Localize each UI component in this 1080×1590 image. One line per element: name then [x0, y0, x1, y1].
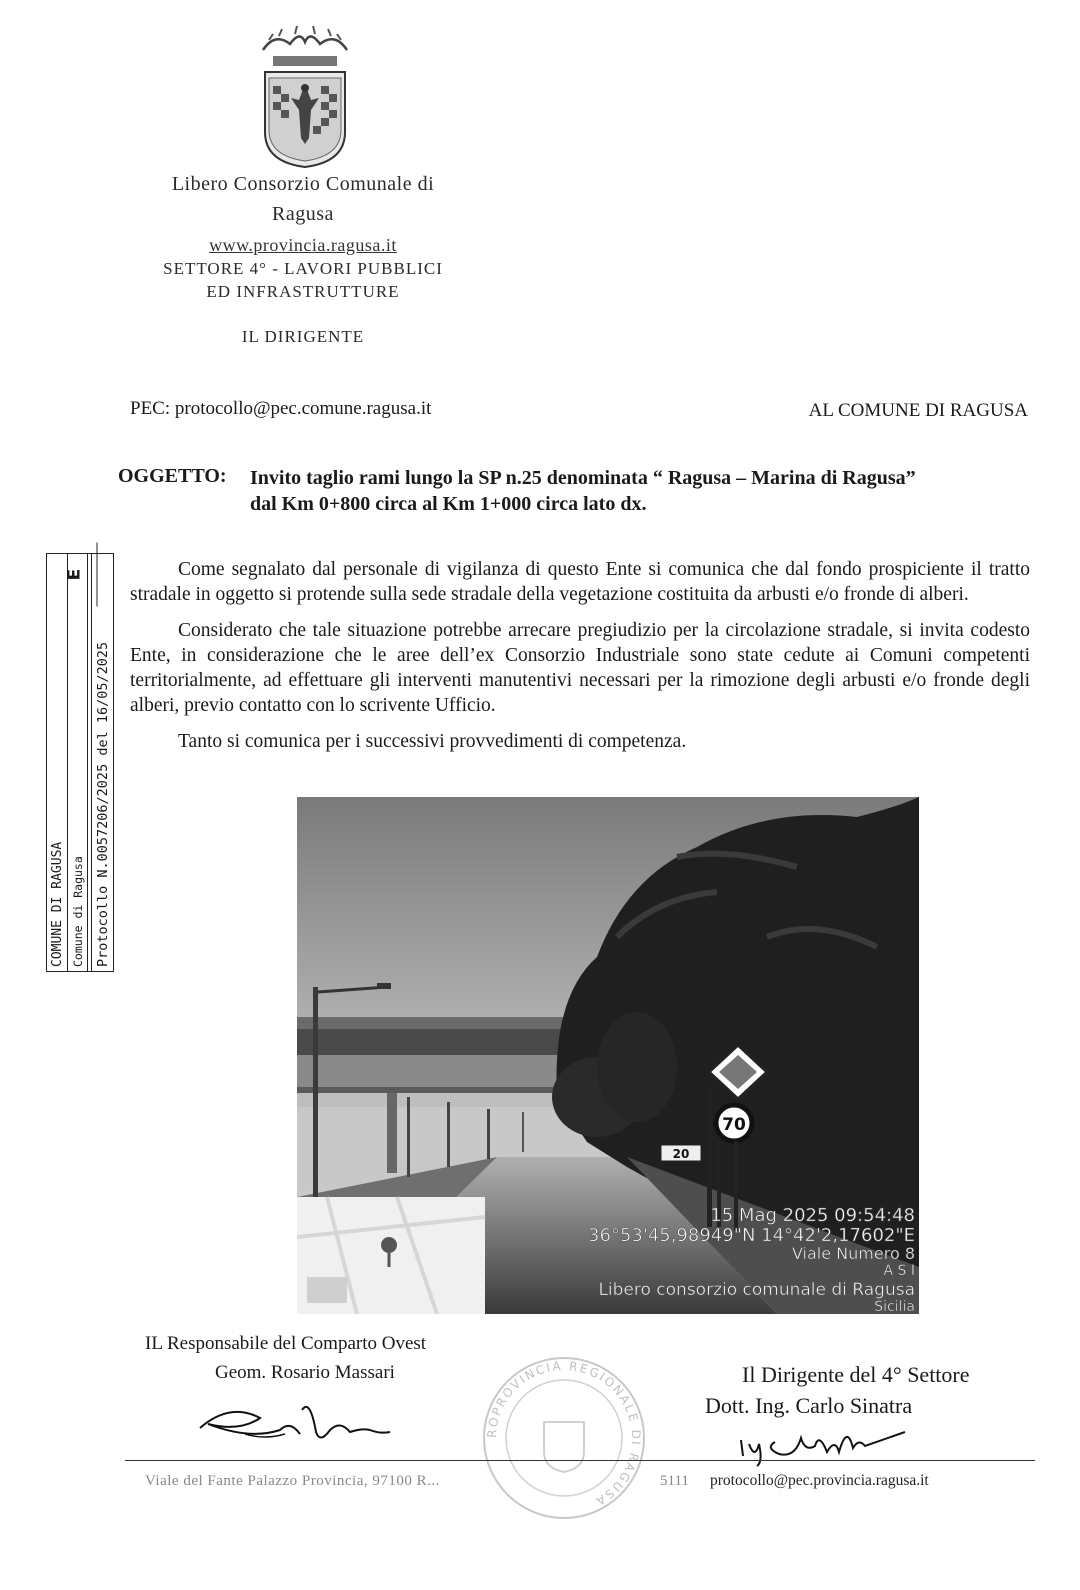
right-signatory-title: Il Dirigente del 4° Settore: [742, 1362, 970, 1387]
photo-coordinates: 36°53'45,98949"N 14°42'2,17602"E: [588, 1225, 915, 1246]
coat-of-arms-logo: [255, 22, 355, 172]
right-signatory-name: Dott. Ing. Carlo Sinatra: [705, 1393, 913, 1418]
org-name-line2: Ragusa: [272, 203, 334, 225]
stamp-entity-sub: Comune di Ragusa: [71, 856, 85, 967]
left-handwritten-signature: [190, 1390, 400, 1455]
footer-email[interactable]: protocollo@pec.provincia.ragusa.it: [710, 1472, 929, 1489]
pec-address: PEC: protocollo@pec.comune.ragusa.it: [130, 398, 432, 419]
body-paragraph-1: Come segnalato dal personale di vigilanza di questo Ente si comunica che dal fondo prospiciente il tratto stradale in oggetto si protende sulla sede stradale della vegetazione costituita da arbusti e/o fronde di alberi.: [130, 559, 1030, 605]
footer-phone-fragment: 5111: [660, 1473, 689, 1489]
road-photo: [297, 797, 919, 1314]
photo-timestamp: 15 Mag 2025 09:54:48: [710, 1205, 915, 1226]
subject-text: [250, 465, 1030, 517]
photo-street: Viale Numero 8: [791, 1244, 915, 1263]
photo-caption2: Sicilia: [874, 1299, 915, 1314]
left-signatory-title: IL Responsabile del Comparto Ovest: [145, 1333, 427, 1354]
photo-street2: A S I: [883, 1263, 915, 1279]
speed-limit-sign: 70: [722, 1115, 746, 1135]
km-marker-sign: 20: [672, 1147, 690, 1161]
body-paragraph-3: Tanto si comunica per i successivi provvedimenti di competenza.: [178, 731, 687, 752]
body-paragraph-2: Considerato che tale situazione potrebbe arrecare pregiudizio per la circolazione stradale, si invita codesto Ente, in considerazione che le aree dell’ex Consorzio Industriale sono state cedute ai Comuni competenti territorialmente, ad effettuare gli interventi manutentivi necessari per la rimozione degli arbusti e/o fronde degli alberi, previo contatto con lo scrivente Ufficio.: [130, 620, 1030, 716]
footer-divider: [125, 1460, 1035, 1461]
stamp-entity: COMUNE DI RAGUSA: [50, 841, 65, 967]
org-name-line1: Libero Consorzio Comunale di: [171, 173, 435, 195]
subject-label: OGGETTO:: [118, 465, 227, 487]
recipient: AL COMUNE DI RAGUSA: [808, 400, 1028, 421]
footer-address: Viale del Fante Palazzo Provincia, 97100 R...: [145, 1473, 440, 1489]
official-seal: [478, 1352, 650, 1524]
photo-caption: Libero consorzio comunale di Ragusa: [598, 1280, 915, 1300]
sector-line1: SETTORE 4° - LAVORI PUBBLICI: [163, 259, 443, 278]
subject-line2: dal Km 0+800 circa al Km 1+000 circa lato dx.: [250, 493, 647, 515]
seal-text: ROPROVINCIA REGIONALE DI RAGUSA: [484, 1358, 644, 1510]
letter-body: [130, 557, 1030, 765]
right-handwritten-signature: [735, 1418, 915, 1473]
stamp-protocol-number: Protocollo N.0057206/2025 del 16/05/2025: [95, 641, 111, 967]
role-title: IL DIRIGENTE: [241, 327, 365, 346]
stamp-letter: E: [57, 543, 98, 607]
left-signatory-name: Geom. Rosario Massari: [215, 1362, 395, 1383]
sector-line2: ED INFRASTRUTTURE: [206, 282, 400, 301]
protocol-stamp: [46, 553, 114, 972]
subject-line1: Invito taglio rami lungo la SP n.25 denominata “ Ragusa – Marina di Ragusa”: [250, 467, 916, 489]
website-link[interactable]: www.provincia.ragusa.it: [209, 235, 397, 255]
